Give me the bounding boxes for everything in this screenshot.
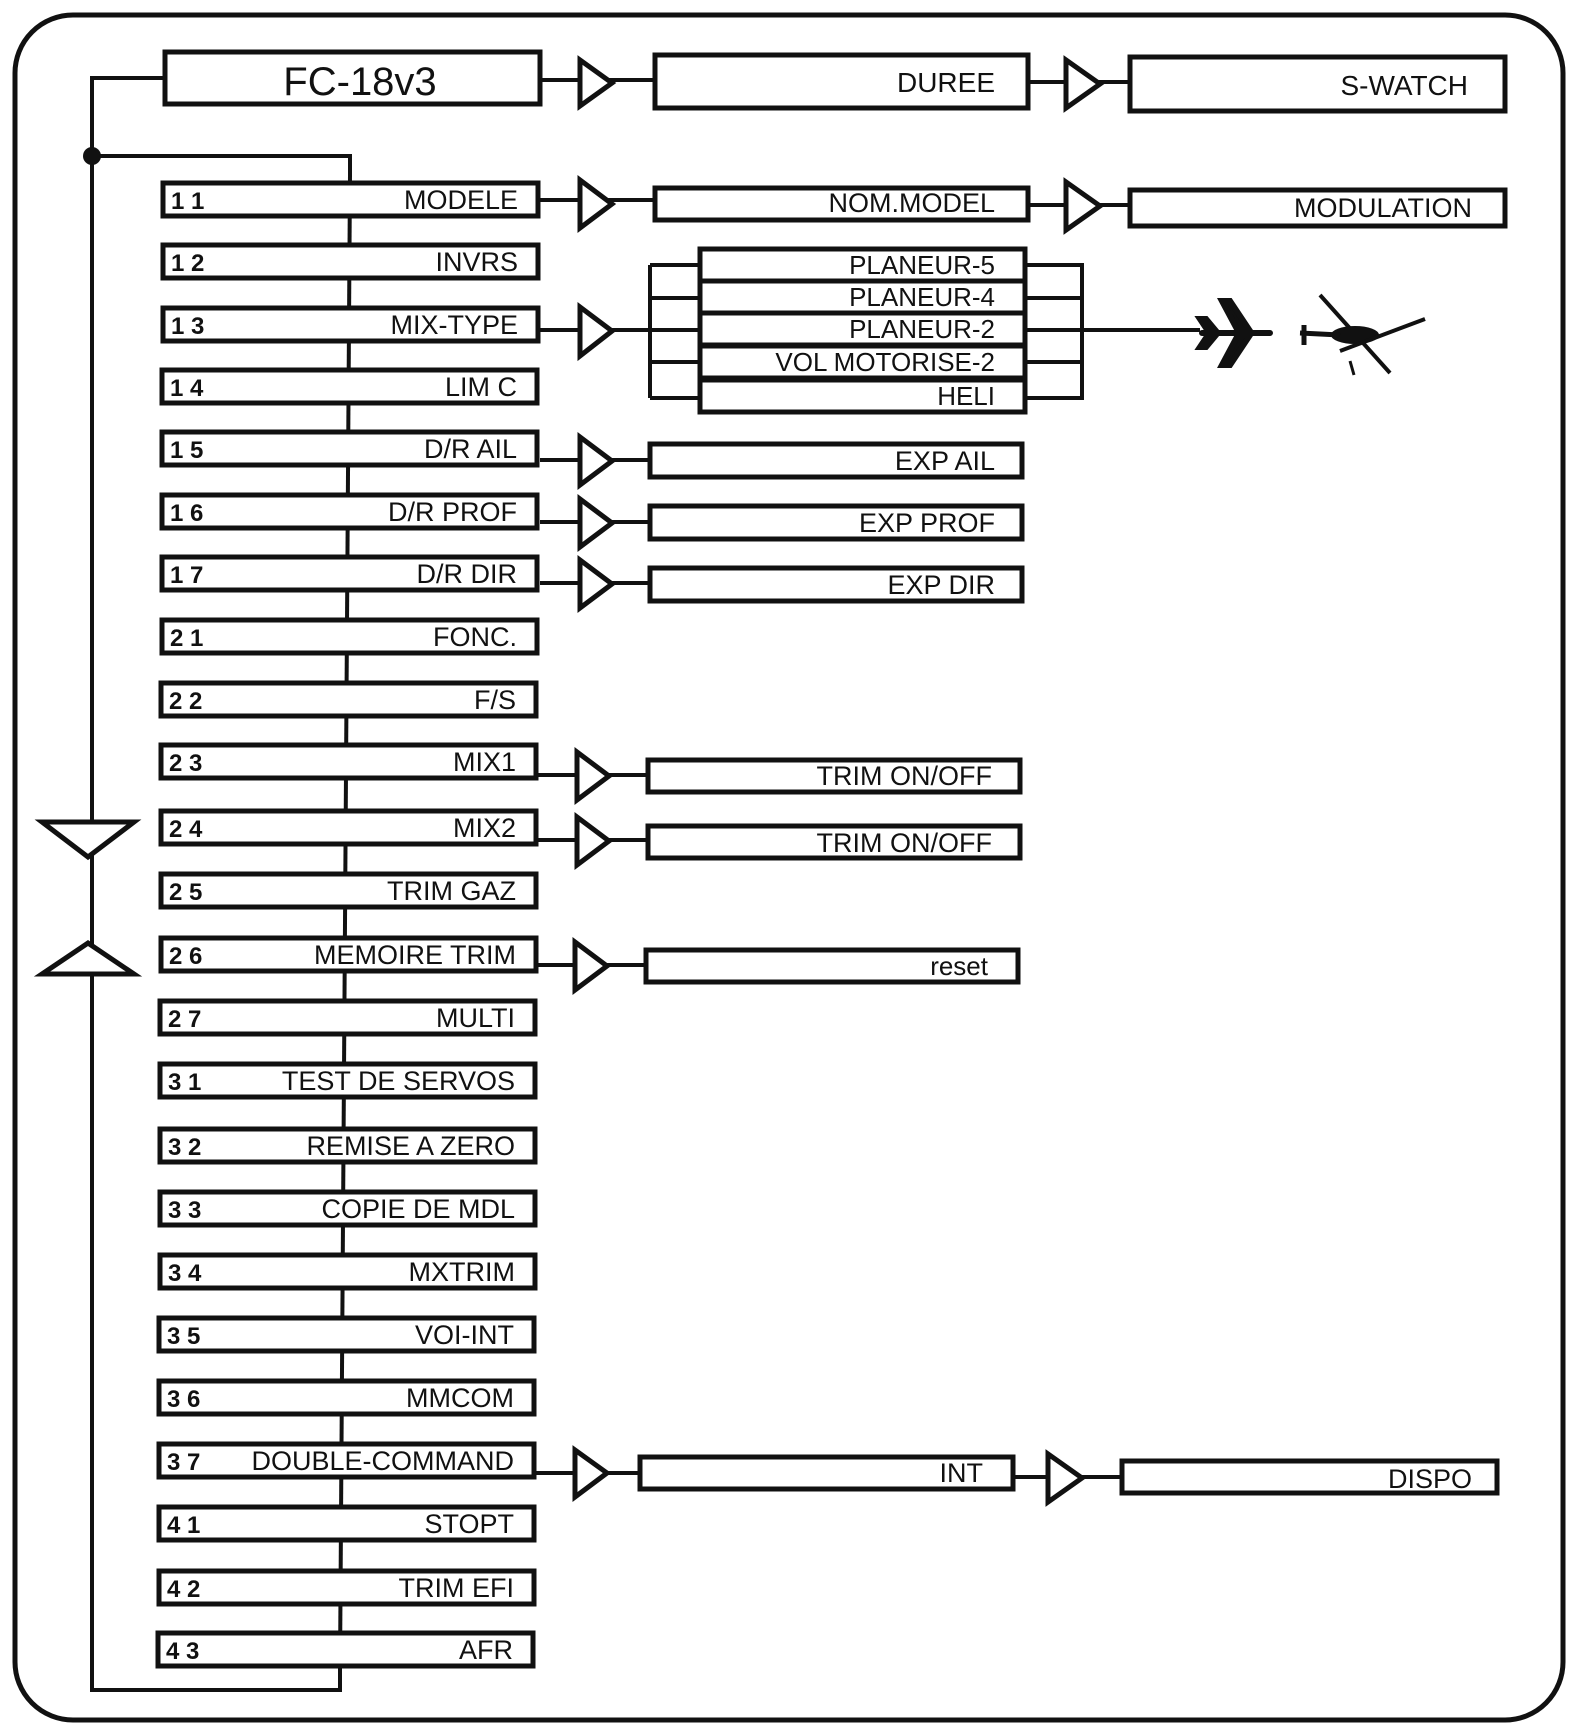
mix2-trim-label: TRIM ON/OFF xyxy=(816,828,992,858)
menu-item-label: MULTI xyxy=(436,1003,515,1033)
menu-item-number: 1 5 xyxy=(170,437,204,464)
menu-item-number: 1 3 xyxy=(171,313,205,340)
junction-dot xyxy=(83,147,101,165)
menu-item-number: 1 7 xyxy=(170,562,204,589)
menu-item-label: D/R DIR xyxy=(416,559,517,589)
scroll-arrows-icon xyxy=(42,822,134,974)
arrow-icon xyxy=(577,752,609,800)
title-text: FC-18v3 xyxy=(283,60,437,104)
menu-item-label: LIM C xyxy=(444,372,517,402)
exp-ail-box[interactable] xyxy=(650,444,1022,477)
duree-box[interactable] xyxy=(655,55,1028,108)
arrow-icon xyxy=(575,1450,607,1497)
arrow-icon xyxy=(580,499,612,547)
menu-item[interactable] xyxy=(159,1444,534,1477)
menu-item-label: D/R PROF xyxy=(387,497,517,527)
menu-item[interactable] xyxy=(159,1571,534,1604)
menu-item-label: COPIE DE MDL xyxy=(321,1194,515,1224)
menu-item[interactable] xyxy=(163,183,538,216)
menu-item[interactable] xyxy=(160,1064,535,1097)
menu-item[interactable] xyxy=(161,874,536,907)
menu-item[interactable] xyxy=(161,683,536,716)
mix-type-option-label: PLANEUR-2 xyxy=(849,314,995,344)
menu-item-number: 2 6 xyxy=(169,943,203,970)
reset-label: reset xyxy=(930,951,988,981)
menu-item[interactable] xyxy=(162,370,537,403)
menu-item-label: FONC. xyxy=(433,622,517,652)
mix-type-option[interactable] xyxy=(700,380,1025,412)
menu-item-number: 1 6 xyxy=(170,500,204,527)
exp-prof-label: EXP PROF xyxy=(858,508,995,538)
menu-item[interactable] xyxy=(160,1129,535,1162)
title-box[interactable] xyxy=(165,52,540,104)
arrow-icon xyxy=(580,560,612,608)
menu-item[interactable] xyxy=(161,811,536,844)
menu-item-label: MXTRIM xyxy=(408,1257,515,1287)
mix-type-option[interactable] xyxy=(700,249,1025,281)
arrow-icon xyxy=(580,437,612,485)
menu-item-number: 3 7 xyxy=(167,1449,201,1476)
menu-item-label: F/S xyxy=(473,685,516,715)
mix2-trim-box[interactable] xyxy=(648,826,1020,858)
menu-item-number: 2 2 xyxy=(169,688,203,715)
menu-item[interactable] xyxy=(163,245,538,278)
airplane-icon xyxy=(1200,301,1270,365)
menu-item-label: MIX-TYPE xyxy=(390,310,518,340)
arrow-icon xyxy=(575,942,607,990)
menu-item-number: 1 1 xyxy=(171,188,205,215)
modulation-label: MODULATION xyxy=(1293,193,1472,223)
exp-dir-label: EXP DIR xyxy=(887,570,995,600)
menu-item-label: D/R AIL xyxy=(423,434,517,464)
menu-item-label: TEST DE SERVOS xyxy=(281,1066,515,1096)
arrow-icon xyxy=(1066,182,1100,230)
s-watch-label: S-WATCH xyxy=(1340,70,1468,101)
menu-item-label: AFR xyxy=(459,1635,513,1665)
menu-item-label: TRIM GAZ xyxy=(387,876,516,906)
mix-type-option[interactable] xyxy=(700,313,1025,345)
menu-item-label: MIX2 xyxy=(452,813,516,843)
duree-label: DUREE xyxy=(896,67,995,98)
menu-item-number: 2 5 xyxy=(169,879,203,906)
menu-item[interactable] xyxy=(161,745,536,778)
mix1-trim-box[interactable] xyxy=(648,760,1020,792)
mix-type-option-label: VOL MOTORISE-2 xyxy=(775,347,995,377)
mix1-trim-label: TRIM ON/OFF xyxy=(816,761,992,791)
menu-item[interactable] xyxy=(160,1192,535,1225)
arrow-icon xyxy=(1066,60,1100,108)
menu-item-label: MODELE xyxy=(403,185,518,215)
menu-item-number: 3 1 xyxy=(168,1069,202,1096)
menu-item-number: 4 1 xyxy=(167,1512,201,1539)
int-box[interactable] xyxy=(640,1457,1013,1489)
arrow-icon xyxy=(580,307,612,356)
menu-item[interactable] xyxy=(159,1507,534,1540)
menu-item-number: 2 4 xyxy=(169,816,203,843)
menu-item-number: 1 2 xyxy=(171,250,205,277)
menu-item-number: 2 3 xyxy=(169,750,203,777)
dispo-label: DISPO xyxy=(1387,1464,1472,1494)
exp-dir-box[interactable] xyxy=(650,568,1022,601)
menu-item-number: 3 5 xyxy=(167,1323,201,1350)
menu-item[interactable] xyxy=(163,308,538,341)
mix-type-option-label: PLANEUR-4 xyxy=(849,282,995,312)
menu-item-label: STOPT xyxy=(424,1509,514,1539)
nom-model-box[interactable] xyxy=(655,188,1028,220)
menu-item-label: TRIM EFI xyxy=(398,1573,514,1603)
mix-type-option[interactable] xyxy=(700,346,1025,378)
menu-item-label: MIX1 xyxy=(452,747,516,777)
nom-model-label: NOM.MODEL xyxy=(828,188,995,218)
int-label: INT xyxy=(939,1458,983,1488)
menu-item-number: 3 4 xyxy=(168,1260,202,1287)
menu-item[interactable] xyxy=(162,432,537,465)
menu-item-label: REMISE A ZERO xyxy=(306,1131,515,1161)
menu-item[interactable] xyxy=(160,1001,535,1034)
spine-branch xyxy=(92,156,350,175)
menu-list xyxy=(158,183,538,1666)
menu-item[interactable] xyxy=(162,495,537,528)
menu-item-number: 4 2 xyxy=(167,1576,201,1603)
exp-prof-box[interactable] xyxy=(650,506,1022,539)
arrow-icon xyxy=(580,180,612,228)
exp-ail-label: EXP AIL xyxy=(894,446,995,476)
s-watch-box[interactable] xyxy=(1130,57,1505,111)
menu-item-number: 3 3 xyxy=(168,1197,202,1224)
menu-item-number: 2 1 xyxy=(170,625,204,652)
menu-item-label: MEMOIRE TRIM xyxy=(314,940,516,970)
menu-item[interactable] xyxy=(160,1255,535,1288)
menu-item-number: 4 3 xyxy=(166,1638,200,1665)
helicopter-icon xyxy=(1300,295,1425,375)
dispo-box[interactable] xyxy=(1122,1461,1497,1494)
mix-type-stack xyxy=(700,249,1025,412)
menu-item-number: 2 7 xyxy=(168,1006,202,1033)
menu-item-label: VOI-INT xyxy=(415,1320,514,1350)
menu-item-label: MMCOM xyxy=(406,1383,514,1413)
menu-item[interactable] xyxy=(159,1318,534,1351)
mix-type-option-label: PLANEUR-5 xyxy=(849,250,995,280)
arrow-icon xyxy=(577,817,609,865)
arrow-icon xyxy=(580,60,612,106)
menu-item-number: 3 6 xyxy=(167,1386,201,1413)
reset-box[interactable] xyxy=(646,950,1018,982)
menu-item[interactable] xyxy=(158,1633,533,1666)
menu-item[interactable] xyxy=(162,620,537,653)
menu-item-number: 3 2 xyxy=(168,1134,202,1161)
menu-item[interactable] xyxy=(159,1381,534,1414)
arrow-icon xyxy=(1048,1454,1082,1502)
menu-item-label: INVRS xyxy=(435,247,518,277)
modulation-box[interactable] xyxy=(1130,190,1505,226)
menu-item[interactable] xyxy=(161,938,536,971)
mix-type-option[interactable] xyxy=(700,281,1025,313)
mix-type-option-label: HELI xyxy=(937,381,995,411)
menu-item-number: 1 4 xyxy=(170,375,204,402)
menu-item-label: DOUBLE-COMMAND xyxy=(251,1446,514,1476)
menu-item[interactable] xyxy=(162,557,537,590)
